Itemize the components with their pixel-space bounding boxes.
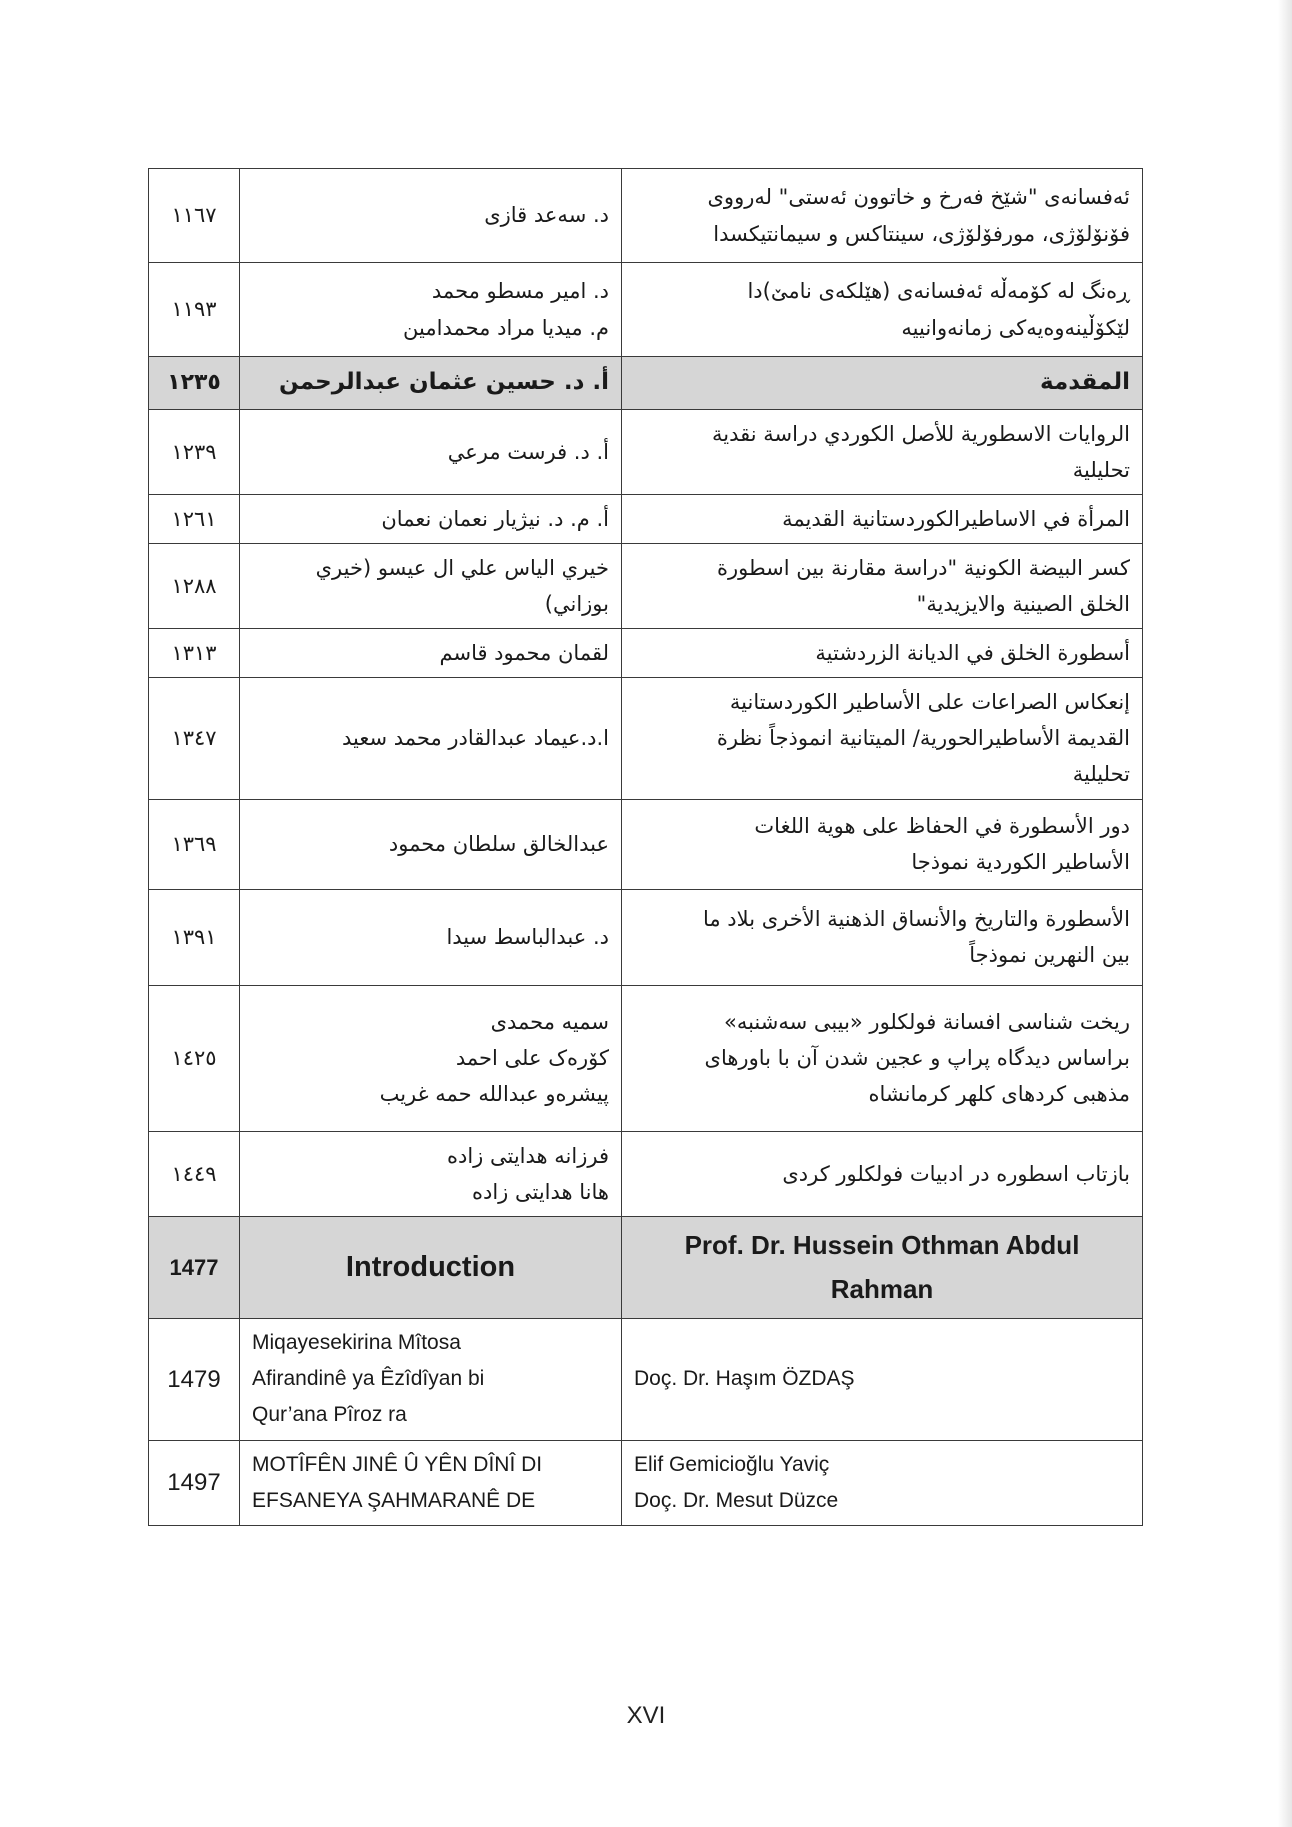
title-cell [622, 1131, 1143, 1216]
table-row [149, 629, 1143, 678]
text-line: لقمان محمود قاسم [439, 641, 609, 666]
text-line: Introduction [345, 1250, 516, 1283]
table-row [149, 263, 1143, 357]
text-line: ریخت شناسی افسانة فولکلور «بیبی سەشنبه» [723, 1009, 1130, 1034]
page-number-cell: ١٣٦٩ [149, 799, 240, 889]
text-line: أسطورة الخلق في الديانة الزردشتية [815, 641, 1130, 666]
title-cell [622, 678, 1143, 799]
text-line: كسر البيضة الكونية "دراسة مقارنة بين اسطورة [716, 555, 1130, 580]
page-edge-shadow [1278, 0, 1292, 1827]
text-line: Doç. Dr. Mesut Düzce [634, 1488, 839, 1512]
author-cell [622, 1440, 1143, 1525]
title-cell [622, 543, 1143, 628]
author-cell [240, 543, 622, 628]
table-row [149, 1216, 1143, 1318]
text-line: بوزاني) [544, 591, 609, 616]
text-line: Prof. Dr. Hussein Othman Abdul Rahman [684, 1229, 1080, 1305]
page-number-cell: ١٤٢٥ [149, 985, 240, 1131]
title-cell [622, 263, 1143, 357]
text-line: ئەفسانەی "شێخ فەرخ و خاتوون ئەستی" لەرووی [707, 185, 1130, 210]
title-cell [240, 1216, 622, 1318]
author-cell [240, 889, 622, 985]
page-number: XVI [626, 1702, 666, 1729]
table-row [149, 799, 1143, 889]
text-line: سمیه محمدی [490, 1009, 609, 1034]
text-line: Doç. Dr. Haşım ÖZDAŞ [634, 1367, 855, 1391]
text-line: المقدمة [1040, 369, 1130, 395]
title-cell [240, 1440, 622, 1525]
title-cell [622, 494, 1143, 543]
text-line: د. عبدالباسط سيدا [446, 924, 609, 949]
text-line: بازتاب اسطوره در ادبیات فولکلور کردی [782, 1161, 1130, 1186]
text-line: المرأة في الاساطيرالكوردستانية القديمة [782, 506, 1130, 531]
table-row [149, 357, 1143, 410]
author-cell [622, 1319, 1143, 1440]
table-row [149, 409, 1143, 494]
text-line: أ. د. حسين عثمان عبدالرحمن [279, 369, 609, 395]
text-line: براساس دیدگاه پراپ و عجین شدن آن با باورهای [704, 1045, 1130, 1070]
page-number-cell: ١٤٤٩ [149, 1131, 240, 1216]
title-cell [622, 357, 1143, 410]
text-line: القديمة الأساطيرالحورية/ الميتانية انموذجاً نظرة [716, 726, 1130, 751]
table-of-contents [148, 168, 1143, 1526]
table-row [149, 678, 1143, 799]
text-line: د. امیر مسطو محمد [431, 279, 609, 304]
table-row [149, 169, 1143, 263]
title-cell [622, 629, 1143, 678]
text-line: Miqayesekirina Mîtosa [252, 1331, 461, 1355]
author-cell [240, 263, 622, 357]
text-line: الخلق الصينية والايزيدية" [916, 591, 1130, 616]
text-line: کۆرەک علی احمد [455, 1045, 609, 1070]
text-line: م. میدیا مراد محمدامین [403, 315, 609, 340]
table-row [149, 1319, 1143, 1440]
text-line: أ. م. د. نيژيار نعمان نعمان [381, 506, 609, 531]
page-number-cell: ١٢٦١ [149, 494, 240, 543]
table-row [149, 543, 1143, 628]
author-cell [240, 169, 622, 263]
author-cell [622, 1216, 1143, 1318]
page-number-cell: ١٢٣٩ [149, 409, 240, 494]
author-cell [240, 629, 622, 678]
text-line: الأسطورة والتاريخ والأنساق الذهنية الأخرى بلاد ما [702, 906, 1130, 931]
text-line: فۆنۆلۆژی، مورفۆلۆژی، سینتاکس و سیمانتیکسدا [713, 221, 1130, 246]
text-line: MOTÎFÊN JINÊ Û YÊN DÎNÎ DI [252, 1452, 543, 1476]
title-cell [622, 409, 1143, 494]
text-line: Elif Gemicioğlu Yaviç [634, 1452, 830, 1476]
title-cell [622, 889, 1143, 985]
text-line: خيري الياس علي ال عيسو (خيري [315, 555, 609, 580]
page-number-cell: ١٣٩١ [149, 889, 240, 985]
table-row [149, 1131, 1143, 1216]
page-number-cell: ١٢٣٥ [149, 357, 240, 410]
toc-body [149, 169, 1143, 1526]
table-row [149, 889, 1143, 985]
author-cell [240, 409, 622, 494]
text-line: الأساطير الكوردية نموذجا [911, 850, 1130, 875]
text-line: تحليلية [1072, 762, 1130, 787]
text-line: EFSANEYA ŞAHMARANÊ DE [252, 1488, 536, 1512]
text-line: پیشرەو عبدالله حمه غریب [379, 1082, 609, 1107]
page-number-cell: ١١٩٣ [149, 263, 240, 357]
author-cell [240, 1131, 622, 1216]
author-cell [240, 494, 622, 543]
author-cell [240, 357, 622, 410]
text-line: عبدالخالق سلطان محمود [388, 831, 609, 856]
title-cell [622, 169, 1143, 263]
title-cell [622, 799, 1143, 889]
page-number-cell: ١١٦٧ [149, 169, 240, 263]
page-number-cell: ١٢٨٨ [149, 543, 240, 628]
text-line: د. سەعد قازی [484, 203, 609, 228]
text-line: دور الأسطورة في الحفاظ على هوية اللغات [754, 813, 1130, 838]
text-line: Afirandinê ya Êzîdîyan bi [252, 1367, 485, 1391]
text-line: هانا هدایتی زاده [471, 1179, 609, 1204]
page-number-cell: 1477 [149, 1216, 240, 1318]
table-row [149, 985, 1143, 1131]
author-cell [240, 799, 622, 889]
text-line: الروايات الاسطورية للأصل الكوردي دراسة نقدية [712, 421, 1130, 446]
text-line: مذهبی کردهای کلهر کرمانشاه [868, 1082, 1130, 1107]
text-line: Qur’ana Pîroz ra [252, 1403, 407, 1427]
text-line: تحليلية [1072, 457, 1130, 482]
page-number-cell: ١٣١٣ [149, 629, 240, 678]
table-row [149, 494, 1143, 543]
text-line: ا.د.عيماد عبدالقادر محمد سعيد [341, 726, 609, 751]
author-cell [240, 678, 622, 799]
page-number-cell: 1497 [149, 1440, 240, 1525]
text-line: إنعكاس الصراعات على الأساطير الكوردستانية [729, 690, 1130, 715]
text-line: فرزانه هدایتی زاده [446, 1143, 609, 1168]
table-row [149, 1440, 1143, 1525]
text-line: أ. د. فرست مرعي [447, 439, 609, 464]
text-line: لێکۆڵینەوەیەکی زمانەوانییە [901, 315, 1130, 340]
text-line: ڕەنگ لە کۆمەڵە ئەفسانەی (هێلکەی نامێ)دا [747, 279, 1130, 304]
page-number-cell: 1479 [149, 1319, 240, 1440]
text-line: بين النهرين نموذجاً [969, 943, 1130, 968]
title-cell [622, 985, 1143, 1131]
author-cell [240, 985, 622, 1131]
title-cell [240, 1319, 622, 1440]
page-number-cell: ١٣٤٧ [149, 678, 240, 799]
